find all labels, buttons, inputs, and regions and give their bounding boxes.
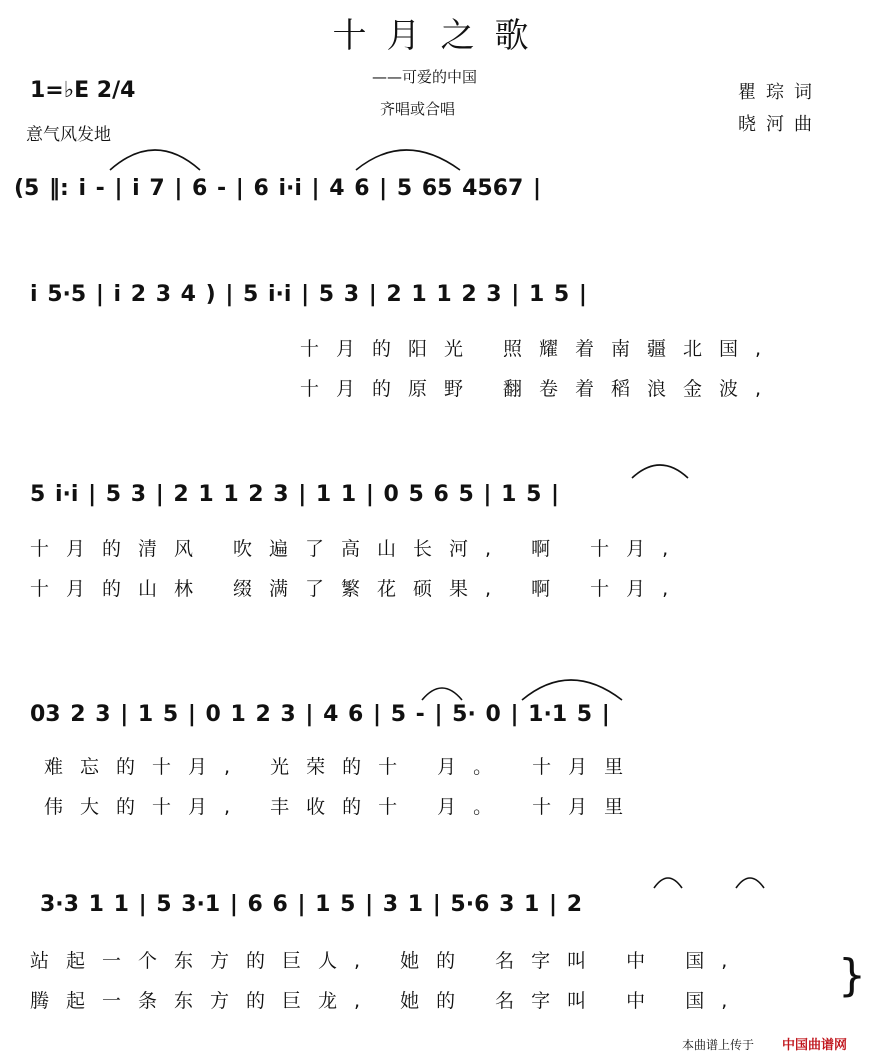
system-2-lyric-1: 十月的阳光 照耀着南疆北国, — [300, 338, 779, 360]
system-2-lyric-2: 十月的原野 翻卷着稻浪金波, — [300, 378, 779, 400]
system-5-notes: 3·3 1 1 | 5 3·1 | 6 6 | 1 5 | 3 1 | 5·6 3 1 | 2 — [40, 892, 583, 917]
system-4-lyric-1: 难忘的十月, 光荣的十 月。 十月里 — [44, 756, 641, 778]
composer-credit: 晓河曲 — [738, 114, 822, 135]
system-1-notes: (5 ‖: i - | i 7 | 6 - | 6 i·i | 4 6 | 5 65 4567 | — [14, 176, 542, 201]
slur-2 — [356, 150, 460, 170]
system-4-lyric-2: 伟大的十月, 丰收的十 月。 十月里 — [44, 796, 641, 818]
system-4-notes: 03 2 3 | 1 5 | 0 1 2 3 | 4 6 | 5 - | 5· 0 | 1·1 5 | — [30, 702, 610, 727]
system-2-notes: i 5·5 | i 2 3 4 ) | 5 i·i | 5 3 | 2 1 1 2 3 | 1 5 | — [30, 282, 587, 307]
verse-bracket: } — [838, 950, 866, 1001]
tempo-marking: 意气风发地 — [26, 125, 111, 145]
slur-3 — [632, 465, 688, 478]
slur-6 — [654, 878, 682, 888]
lyricist-credit: 瞿琮词 — [738, 82, 822, 103]
score-title: 十月之歌 — [332, 16, 549, 56]
footer-upload-note: 本曲谱上传于 — [682, 1038, 755, 1052]
performance-note: 齐唱或合唱 — [380, 100, 456, 118]
site-logo[interactable]: 中国曲谱网 — [782, 1038, 848, 1053]
slur-7 — [736, 878, 764, 888]
system-3-lyric-2: 十月的山林 缀满了繁花硕果, 啊 十月, — [30, 578, 686, 600]
slur-4 — [422, 688, 462, 700]
slur-5 — [522, 680, 622, 700]
system-5-lyric-1: 站起一个东方的巨人, 她的 名字叫 中 国, — [30, 950, 745, 972]
key-signature: 1=♭E 2/4 — [30, 78, 136, 103]
system-3-lyric-1: 十月的清风 吹遍了高山长河, 啊 十月, — [30, 538, 686, 560]
score-subtitle: ——可爱的中国 — [372, 68, 478, 86]
slur-1 — [110, 150, 200, 170]
system-5-lyric-2: 腾起一条东方的巨龙, 她的 名字叫 中 国, — [30, 990, 745, 1012]
system-3-notes: 5 i·i | 5 3 | 2 1 1 2 3 | 1 1 | 0 5 6 5 | 1 5 | — [30, 482, 560, 507]
